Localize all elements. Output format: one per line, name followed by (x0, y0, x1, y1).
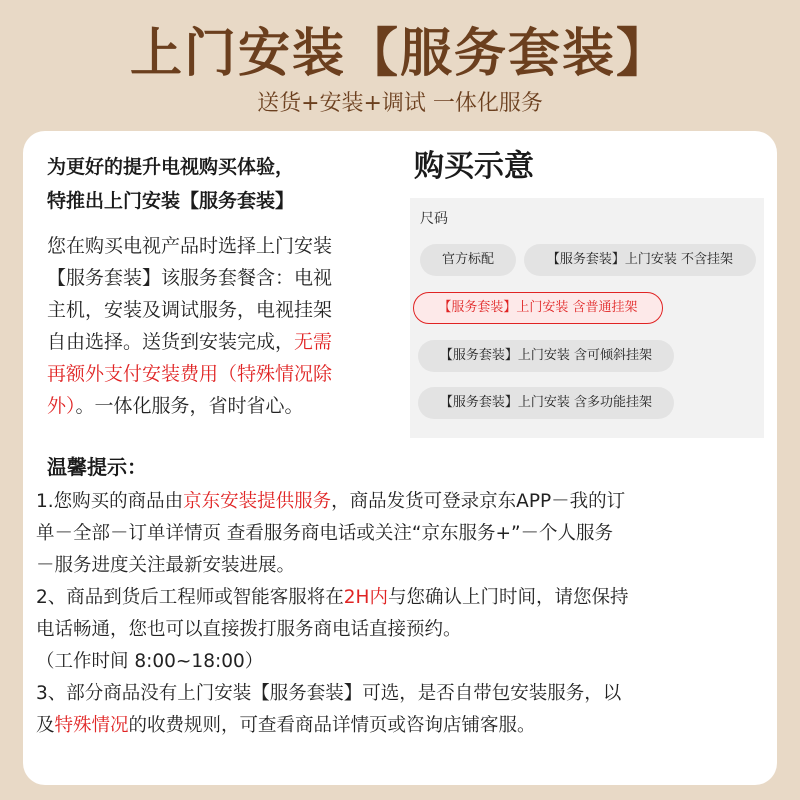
intro-line-4 (47, 326, 387, 358)
intro-line-6 (47, 390, 387, 422)
tip-2-line-3: （工作时间 8:00~18:00） (36, 651, 264, 672)
tip-2-highlight: 2H内 (343, 587, 388, 608)
size-option-tilt-mount[interactable]: 【服务套装】上门安装 含可倾斜挂架 (418, 340, 674, 372)
intro-heading-line-2: 特推出上门安装【服务套装】 (47, 190, 295, 212)
intro-line-4-highlight: 无需 (294, 331, 333, 353)
intro-line-1: 您在购买电视产品时选择上门安装 (47, 235, 333, 257)
tip-1-highlight: 京东安装提供服务 (183, 491, 332, 512)
size-label: 尺码 (420, 211, 448, 227)
tip-3-line-2 (36, 710, 766, 742)
tip-2-line-1 (36, 582, 766, 614)
size-option-multi-mount[interactable]: 【服务套装】上门安装 含多功能挂架 (418, 387, 674, 419)
tip-3-text-b: 的收费规则，可查看商品详情页或咨询店铺客服。 (128, 715, 536, 736)
tip-2-text-b: 与您确认上门时间，请您保持 (387, 587, 629, 608)
demo-title: 购买示意 (414, 149, 534, 184)
intro-line-2: 【服务套装】该服务套餐含：电视 (47, 267, 333, 289)
tips-heading: 温馨提示： (47, 455, 147, 479)
intro-line-3: 主机，安装及调试服务，电视挂架 (47, 299, 333, 321)
intro-heading-line-1: 为更好的提升电视购买体验， (47, 156, 295, 178)
intro-line-6-plain: 。一体化服务，省时省心。 (75, 395, 304, 417)
tip-3-text-a: 及 (36, 715, 55, 736)
tip-2-text-a: 2、商品到货后工程师或智能客服将在 (36, 587, 344, 608)
tip-1-line-2: 单－全部－订单详情页 查看服务商电话或关注“京东服务+”－个人服务 (36, 523, 614, 544)
tip-3-highlight: 特殊情况 (54, 715, 129, 736)
tip-1-text-a: 1.您购买的商品由 (36, 491, 184, 512)
tip-1-text-b: ，商品发货可登录京东APP－我的订 (331, 491, 626, 512)
size-option-no-mount[interactable]: 【服务套装】上门安装 不含挂架 (524, 244, 756, 276)
size-option-standard[interactable]: 官方标配 (420, 244, 516, 276)
intro-heading (47, 150, 397, 218)
tip-2-line-2: 电话畅通，您也可以直接拨打服务商电话直接预约。 (36, 619, 462, 640)
tips-list (36, 486, 766, 742)
banner-subtitle: 送货+安装+调试 一体化服务 (257, 91, 543, 116)
intro-line-4-plain: 自由选择。送货到安装完成， (47, 331, 295, 353)
size-selector-panel (410, 198, 764, 438)
size-option-standard-mount-selected[interactable]: 【服务套装】上门安装 含普通挂架 (413, 292, 663, 324)
intro-body (47, 230, 387, 422)
tip-1-line-3: －服务进度关注最新安装进展。 (36, 555, 296, 576)
intro-line-6-highlight: 外） (47, 395, 76, 417)
banner-title: 上门安装【服务套装】 (129, 24, 670, 84)
tip-1-line-1 (36, 486, 766, 518)
intro-line-5-highlight: 再额外支付安装费用（特殊情况除 (47, 363, 333, 385)
tip-3-line-1: 3、部分商品没有上门安装【服务套装】可选，是否自带包安装服务，以 (36, 683, 622, 704)
